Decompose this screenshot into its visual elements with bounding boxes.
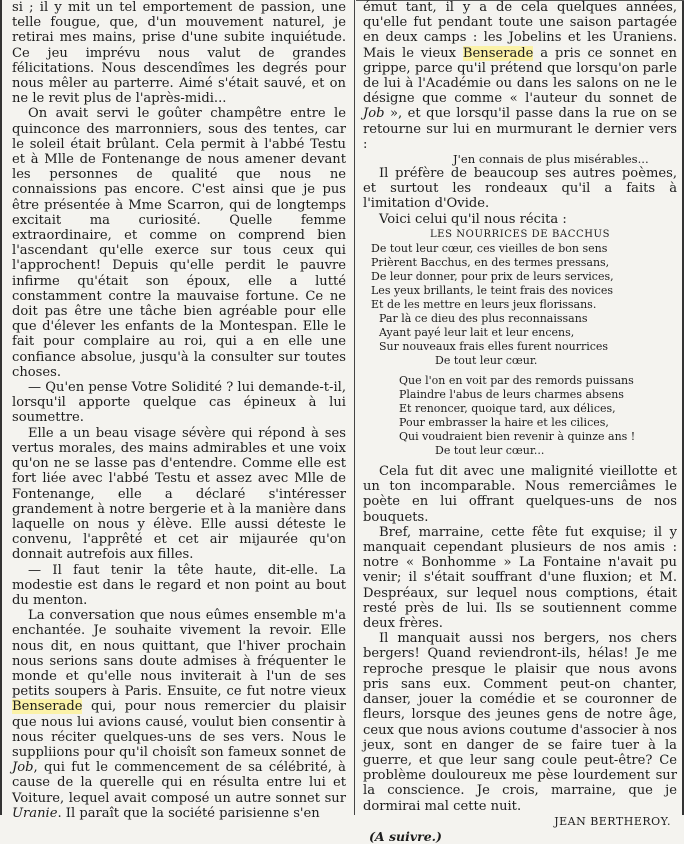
poem-verse: De tout leur cœur, ces vieilles de bon sens bbox=[371, 242, 608, 256]
poem bbox=[363, 242, 677, 458]
author-signature: JEAN BERTHEROY. bbox=[554, 814, 671, 828]
text-run: », et que lorsqu'il passe dans la rue on se retourne sur lui en murmurant le dernier vers : bbox=[363, 106, 677, 152]
poem-verse: Sur nouveaux frais elles furent nourrices bbox=[379, 340, 609, 354]
poem-stanza bbox=[363, 242, 677, 368]
poem-stanza bbox=[363, 374, 677, 458]
quoted-verse: J'en connais de plus misérables... bbox=[453, 152, 649, 167]
poem-verse: De tout leur cœur... bbox=[435, 444, 545, 458]
poem-verse: Et de les mettre en leurs jeux florissans. bbox=[371, 298, 597, 312]
text-run: qui, pour nous remercier du plaisir que nous lui avions causé, voulut bien consentir à nous réciter quelques-uns de ses vers. Nous le suppliions pour qu'il choisît son fameux sonnet de bbox=[12, 699, 346, 760]
italic-title: Job bbox=[12, 760, 34, 776]
text-run: , qui fut le commencement de sa célébrité, à cause de la querelle qui en résulta entre lui et Voiture, lequel avait composé un autre sonnet sur bbox=[12, 760, 346, 806]
paragraph bbox=[12, 608, 346, 821]
paragraph: si ; il y mit un tel emportement de passion, une telle fougue, que, d'un mouvement naturel, je retirai mes mains, prise d'une subite inquiétude. Ce jeu imprévu nous valut de grandes félicitations. Nous descendîmes les degrés pour nous mêler au parterre. Aimé s'était sauvé, et on ne le revit plus de l'après-midi... bbox=[12, 0, 346, 107]
text-run: . Il paraît que la société parisienne s'en bbox=[57, 805, 320, 821]
paragraph: Il préfère de beaucoup ses autres poèmes, et surtout les rondeaux qu'il a faits à l'imitation d'Ovide. bbox=[363, 166, 677, 212]
text-run: a pris ce sonnet en grippe, parce qu'il prétend que lorsqu'on parle de lui à l'Académie ou dans les salons on ne le désigne que comme « l'auteur du sonnet de bbox=[363, 45, 677, 107]
poem-verse: Que l'on en voit par des remords puissans bbox=[399, 374, 634, 388]
paragraph: Il manquait aussi nos bergers, nos chers bergers! Quand reviendront-ils, hélas! Je me reproche presque le plaisir que nous avons pris sans eux. Comment peut-on chanter, danser, jouer la comédie et se couronner de fleurs, lorsque des jeunes gens de notre âge, ceux que nous avions coutume d'associer à nos jeux, sont en danger de se faire tuer à la guerre, et que leur sang coule peut-être? Ce problème douloureux me pèse lourdement sur la conscience. Je crois, marraine, que je dormirai mal cette nuit. bbox=[363, 631, 677, 814]
paragraph: Voici celui qu'il nous récita : bbox=[379, 211, 567, 227]
to-be-continued: (A suivre.) bbox=[369, 828, 442, 844]
poem-verse: Les yeux brillants, le teint frais des novices bbox=[371, 284, 613, 298]
paragraph: Cela fut dit avec une malignité vieillotte et un ton incomparable. Nous remerciâmes le poète en lui offrant quelques-uns de nos bouquets. bbox=[363, 464, 677, 525]
poem-title: LES NOURRICES DE BACCHUS bbox=[429, 228, 611, 240]
poem-verse: Prièrent Bacchus, en des termes pressans, bbox=[371, 256, 610, 270]
paragraph: — Qu'en pense Votre Solidité ? lui demande-t-il, lorsqu'il apporte quelque cas épineux à lui soumettre. bbox=[12, 380, 346, 426]
paragraph bbox=[363, 0, 677, 152]
paragraph: On avait servi le goûter champêtre entre le quinconce des marronniers, sous des tentes, car le soleil était brûlant. Cela permit à l'abbé Testu et à Mlle de Fontenange de nous amener devant les personnes de qualité que nous ne connaissions pas encore. C'est ainsi que je pus être présentée à Mme Scarron, qui de longtemps excitait ma curiosité. Quelle femme extraordinaire, et comme on comprend bien l'ascendant qu'elle exerce sur tous ceux qui l'approchent! Depuis qu'elle perdit le pauvre infirme qu'était son époux, elle a lutté constamment contre la mauvaise fortune. Ce ne doit pas être une tâche bien agréable pour elle que d'élever les enfants de la Montespan. Elle le fait pour complaire au roi, qui a en elle une confiance absolue, jusqu'à la consulter sur toutes choses. bbox=[12, 106, 346, 380]
right-column bbox=[363, 0, 677, 844]
highlighted-name: Benserade bbox=[12, 699, 83, 715]
poem-verse: Pour embrasser la haire et les cilices, bbox=[399, 416, 609, 430]
paragraph: Bref, marraine, cette fête fut exquise; il y manquait cependant plusieurs de nos amis : notre « Bonhomme » La Fontaine n'avait pu venir; il s'était souffrant d'une fluxion; et M. Despréaux, sur lequel nous comptions, était resté près de lui. Ils se soutiennent comme deux frères. bbox=[363, 524, 677, 632]
text-run: émut tant, il y a de cela quelques années, qu'elle fut pendant toute une saison partagée en deux camps : les Jobelins et les Uraniens. Mais le vieux bbox=[363, 0, 677, 61]
text-run: La conversation que nous eûmes ensemble m'a enchantée. Je souhaite vivement la revoir. Elle nous dit, en nous quittant, que l'hiver prochain nous serions sans doute admises à fréquenter le monde et qu'elle nous inviterait à l'un de ses petits soupers à Paris. Ensuite, ce fut notre vieux bbox=[12, 608, 346, 700]
italic-title: Uranie bbox=[12, 805, 58, 821]
paragraph: Elle a un beau visage sévère qui répond à ses vertus morales, des mains admirables et une voix qu'on ne se lasse pas d'entendre. Comme elle est fort liée avec l'abbé Testu et assez avec Mlle de Fontenange, elle a déclaré s'intéresser grandement à notre bergerie et à la manière dans laquelle on nous y élève. Elle aussi déteste le convenu, l'apprêté et cet air mijaurée qu'on donnait autrefois aux filles. bbox=[12, 425, 346, 563]
paragraph: — Il faut tenir la tête haute, dit-elle. La modestie est dans le regard et non point au bout du menton. bbox=[12, 562, 346, 608]
poem-verse: De leur donner, pour prix de leurs services, bbox=[371, 270, 614, 284]
poem-verse: Ayant payé leur lait et leur encens, bbox=[379, 326, 575, 340]
poem-verse: Par là ce dieu des plus reconnaissans bbox=[379, 312, 588, 326]
poem-verse: Qui voudraient bien revenir à quinze ans ! bbox=[399, 430, 636, 444]
highlighted-name: Benserade bbox=[462, 45, 534, 61]
poem-verse: Plaindre l'abus de leurs charmes absens bbox=[399, 388, 624, 402]
italic-title: Job bbox=[363, 106, 385, 122]
column-divider bbox=[354, 0, 355, 815]
poem-verse: Et renoncer, quoique tard, aux délices, bbox=[399, 402, 616, 416]
left-column bbox=[12, 0, 346, 821]
poem-verse: De tout leur cœur. bbox=[435, 354, 538, 368]
